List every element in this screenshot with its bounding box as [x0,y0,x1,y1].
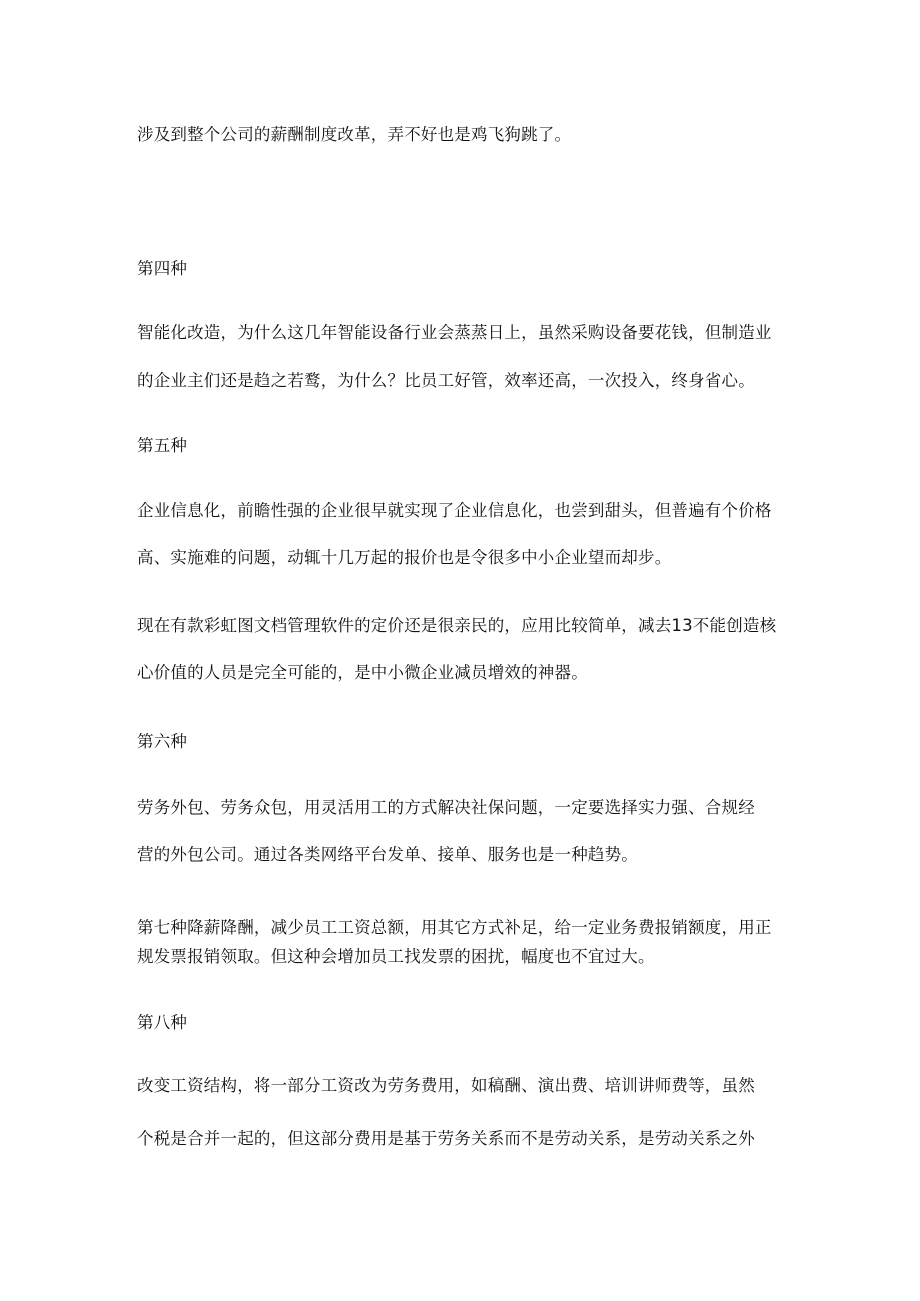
paragraph-line: 心价值的人员是完全可能的，是中小微企业减员增效的神器。 [137,663,588,682]
section-heading-5: 第五种 [137,436,188,455]
paragraph-line: 劳务外包、劳务众包，用灵活用工的方式解决社保问题，一定要选择实力强、合规经 [137,798,755,817]
paragraph-line: 企业信息化，前瞻性强的企业很早就实现了企业信息化，也尝到甜头，但普遍有个价格 [137,501,772,520]
section-heading-8: 第八种 [137,1013,188,1032]
paragraph-line: 现在有款彩虹图文档管理软件的定价还是很亲民的，应用比较简单，减去13不能创造核 [137,616,777,635]
paragraph-line: 第七种降薪降酬，减少员工工资总额，用其它方式补足，给一定业务费报销额度，用正 [137,918,772,937]
paragraph-line: 规发票报销领取。但这种会增加员工找发票的困扰，幅度也不宜过大。 [137,947,655,966]
paragraph-line: 个税是合并一起的，但这部分费用是基于劳务关系而不是劳动关系，是劳动关系之外 [137,1129,755,1148]
section-heading-6: 第六种 [137,732,188,751]
section-heading-4: 第四种 [137,259,188,278]
paragraph-line: 的企业主们还是趋之若鹜，为什么？比员工好管，效率还高，一次投入，终身省心。 [137,371,755,390]
paragraph-line: 营的外包公司。通过各类网络平台发单、接单、服务也是一种趋势。 [137,845,638,864]
paragraph-line: 高、实施难的问题，动辄十几万起的报价也是令很多中小企业望而却步。 [137,548,672,567]
paragraph-line: 涉及到整个公司的薪酬制度改革，弄不好也是鸡飞狗跳了。 [137,125,572,144]
paragraph-line: 改变工资结构，将一部分工资改为劳务费用，如稿酬、演出费、培训讲师费等，虽然 [137,1076,755,1095]
paragraph-line: 智能化改造，为什么这几年智能设备行业会蒸蒸日上，虽然采购设备要花钱，但制造业 [137,323,772,342]
